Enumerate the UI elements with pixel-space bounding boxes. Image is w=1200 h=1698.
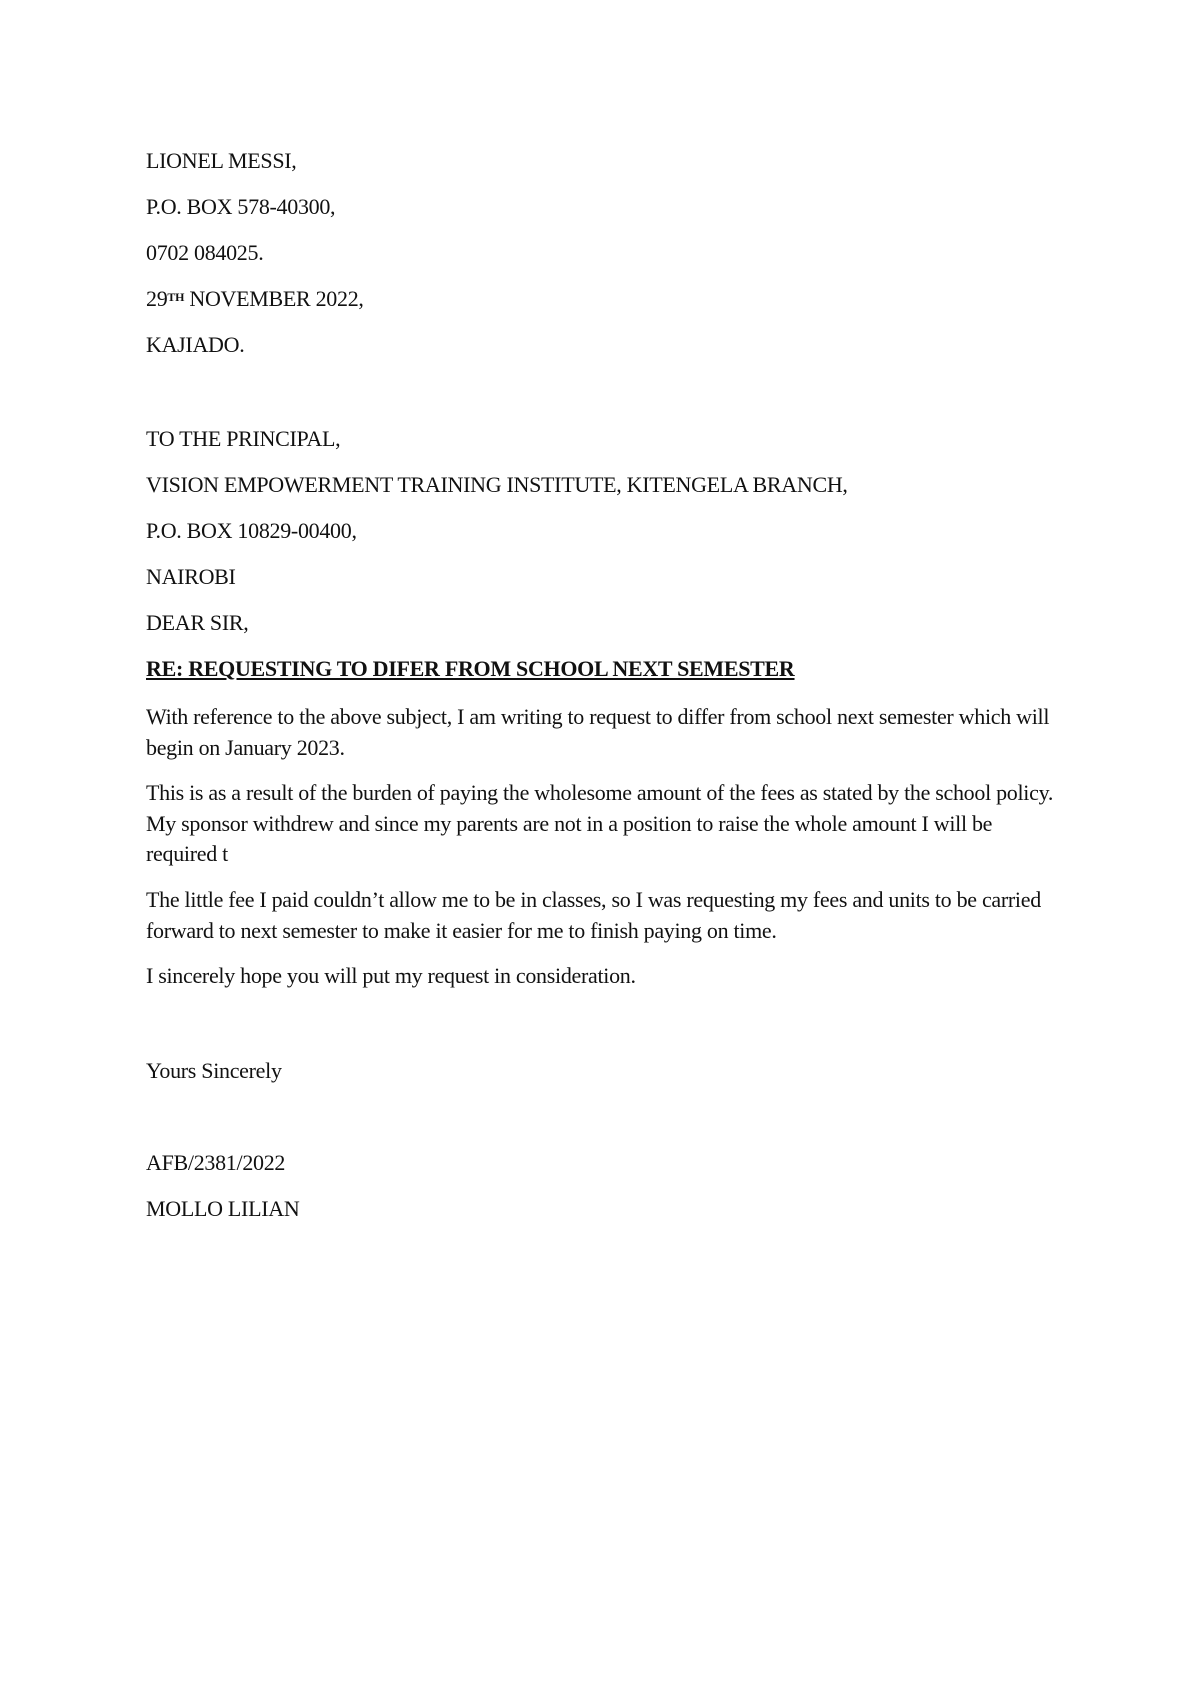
body-paragraph-4: I sincerely hope you will put my request in consideration. [146, 963, 636, 988]
body-paragraph-3: The little fee I paid couldn’t allow me to be in classes, so I was requesting my fees and units to be carried forward to next semester to make it easier for me to finish paying on time. [146, 887, 1041, 943]
signature-name: MOLLO LILIAN [146, 1196, 300, 1221]
sender-town: KAJIADO. [146, 332, 245, 357]
recipient-city: NAIROBI [146, 564, 236, 589]
sender-address: P.O. BOX 578-40300, [146, 194, 336, 219]
recipient-address: P.O. BOX 10829-00400, [146, 518, 357, 543]
salutation: DEAR SIR, [146, 610, 249, 635]
subject-line: RE: REQUESTING TO DIFER FROM SCHOOL NEXT SEMESTER [146, 656, 795, 681]
body-paragraph-1: With reference to the above subject, I am writing to request to differ from school next semester which will begin on January 2023. [146, 704, 1050, 760]
recipient-institution: VISION EMPOWERMENT TRAINING INSTITUTE, KITENGELA BRANCH, [146, 472, 848, 497]
recipient-title: TO THE PRINCIPAL, [146, 426, 341, 451]
sender-phone: 0702 084025. [146, 240, 264, 265]
sender-name: LIONEL MESSI, [146, 148, 297, 173]
signature-reg-number: AFB/2381/2022 [146, 1150, 286, 1175]
body-paragraph-2: This is as a result of the burden of paying the wholesome amount of the fees as stated by the school policy. My sponsor withdrew and since my parents are not in a position to raise the whole amount I will be required t [146, 780, 1054, 866]
closing: Yours Sincerely [146, 1058, 282, 1083]
date-day: 29 [146, 286, 168, 311]
date-month-year: NOVEMBER 2022, [184, 286, 364, 311]
date-ordinal-suffix: TH [167, 290, 185, 304]
letter-date [146, 284, 364, 314]
